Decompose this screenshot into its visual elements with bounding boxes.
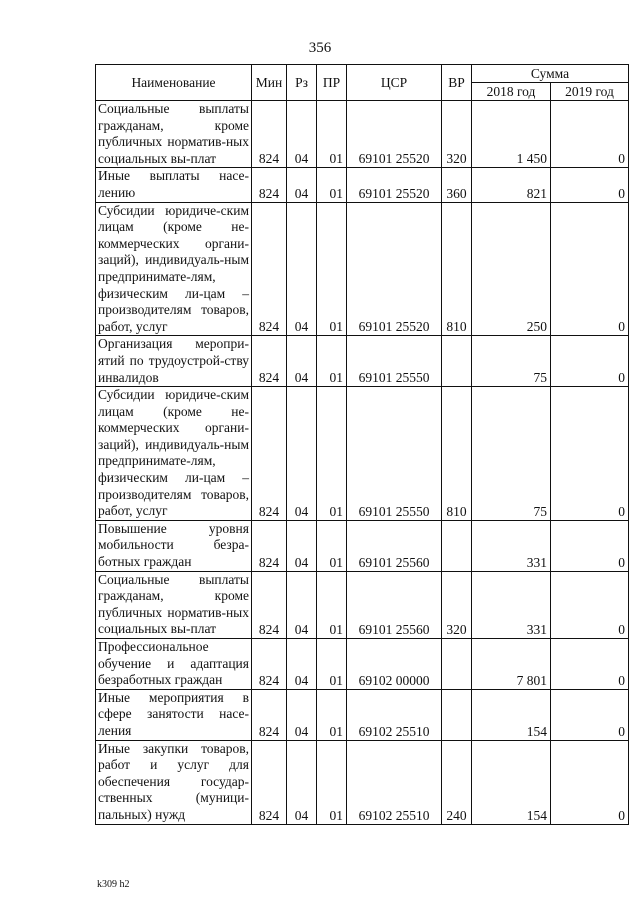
row-2019: 0 [551, 101, 629, 168]
row-2018: 75 [472, 336, 551, 387]
row-2019: 0 [551, 639, 629, 690]
row-min: 824 [252, 740, 287, 824]
row-vr: 810 [442, 387, 472, 521]
row-rz: 04 [287, 336, 317, 387]
row-2018: 154 [472, 740, 551, 824]
row-name: Иные мероприятия в сфере занятости насе-ления [96, 689, 252, 740]
row-pr: 01 [317, 336, 347, 387]
row-2019: 0 [551, 202, 629, 336]
row-pr: 01 [317, 387, 347, 521]
row-2018: 821 [472, 168, 551, 202]
row-name: Профессиональное обучение и адаптация безработных граждан [96, 639, 252, 690]
row-vr: 360 [442, 168, 472, 202]
header-2019: 2019 год [551, 83, 629, 101]
row-2019: 0 [551, 740, 629, 824]
row-vr: 320 [442, 571, 472, 638]
row-2018: 331 [472, 571, 551, 638]
row-csr: 69101 25520 [347, 101, 442, 168]
row-vr [442, 336, 472, 387]
header-sum: Сумма [472, 65, 629, 83]
row-2018: 331 [472, 520, 551, 571]
row-name: Иные закупки товаров, работ и услуг для обеспечения государ-ственных (муници-пальных) нужд [96, 740, 252, 824]
row-pr: 01 [317, 639, 347, 690]
row-min: 824 [252, 520, 287, 571]
header-min: Мин [252, 65, 287, 101]
row-csr: 69102 25510 [347, 740, 442, 824]
header-vr: ВР [442, 65, 472, 101]
table-row [96, 520, 629, 571]
row-csr: 69101 25550 [347, 336, 442, 387]
row-pr: 01 [317, 101, 347, 168]
row-rz: 04 [287, 571, 317, 638]
row-rz: 04 [287, 168, 317, 202]
row-name: Повышение уровня мобильности безра-ботных граждан [96, 520, 252, 571]
row-2019: 0 [551, 336, 629, 387]
row-min: 824 [252, 387, 287, 521]
header-row [96, 65, 629, 83]
table-row [96, 202, 629, 336]
row-name: Иные выплаты насе-лению [96, 168, 252, 202]
table-body [96, 101, 629, 825]
row-rz: 04 [287, 689, 317, 740]
row-rz: 04 [287, 202, 317, 336]
row-name: Субсидии юридиче-ским лицам (кроме не-коммерческих органи-заций), индивидуаль-ным предпринимате-лям, физическим ли-цам – производителям товаров, работ, услуг [96, 202, 252, 336]
row-rz: 04 [287, 639, 317, 690]
row-min: 824 [252, 689, 287, 740]
row-2018: 250 [472, 202, 551, 336]
table-row [96, 387, 629, 521]
row-pr: 01 [317, 168, 347, 202]
row-name: Организация меропри-ятий по трудоустрой-ству инвалидов [96, 336, 252, 387]
row-2019: 0 [551, 168, 629, 202]
row-pr: 01 [317, 689, 347, 740]
table-row [96, 336, 629, 387]
row-vr [442, 520, 472, 571]
row-min: 824 [252, 336, 287, 387]
table-row [96, 740, 629, 824]
row-name: Субсидии юридиче-ским лицам (кроме не-коммерческих органи-заций), индивидуаль-ным предпринимате-лям, физическим ли-цам – производителям товаров, работ, услуг [96, 387, 252, 521]
row-2019: 0 [551, 689, 629, 740]
table-row [96, 639, 629, 690]
row-name: Социальные выплаты гражданам, кроме публичных норматив-ных социальных вы-плат [96, 101, 252, 168]
row-csr: 69102 25510 [347, 689, 442, 740]
row-vr: 810 [442, 202, 472, 336]
row-vr: 320 [442, 101, 472, 168]
row-min: 824 [252, 639, 287, 690]
row-csr: 69101 25520 [347, 202, 442, 336]
header-2018: 2018 год [472, 83, 551, 101]
row-vr [442, 639, 472, 690]
row-2019: 0 [551, 571, 629, 638]
row-rz: 04 [287, 101, 317, 168]
table-row [96, 168, 629, 202]
header-pr: ПР [317, 65, 347, 101]
row-vr: 240 [442, 740, 472, 824]
row-min: 824 [252, 571, 287, 638]
header-rz: Рз [287, 65, 317, 101]
row-csr: 69101 25560 [347, 520, 442, 571]
row-min: 824 [252, 202, 287, 336]
row-pr: 01 [317, 740, 347, 824]
row-pr: 01 [317, 202, 347, 336]
table-row [96, 689, 629, 740]
budget-table [95, 64, 629, 825]
header-csr: ЦСР [347, 65, 442, 101]
row-csr: 69101 25520 [347, 168, 442, 202]
row-pr: 01 [317, 520, 347, 571]
row-2018: 75 [472, 387, 551, 521]
table-row [96, 101, 629, 168]
header-name: Наименование [96, 65, 252, 101]
row-min: 824 [252, 168, 287, 202]
row-csr: 69101 25560 [347, 571, 442, 638]
row-2019: 0 [551, 387, 629, 521]
row-rz: 04 [287, 520, 317, 571]
row-2018: 154 [472, 689, 551, 740]
page-number: 356 [308, 40, 332, 56]
row-min: 824 [252, 101, 287, 168]
row-pr: 01 [317, 571, 347, 638]
row-2018: 7 801 [472, 639, 551, 690]
footer-code: k309 h2 [97, 879, 130, 890]
row-csr: 69102 00000 [347, 639, 442, 690]
row-2018: 1 450 [472, 101, 551, 168]
row-vr [442, 689, 472, 740]
row-csr: 69101 25550 [347, 387, 442, 521]
row-rz: 04 [287, 387, 317, 521]
row-name: Социальные выплаты гражданам, кроме публичных норматив-ных социальных вы-плат [96, 571, 252, 638]
table-row [96, 571, 629, 638]
row-rz: 04 [287, 740, 317, 824]
row-2019: 0 [551, 520, 629, 571]
